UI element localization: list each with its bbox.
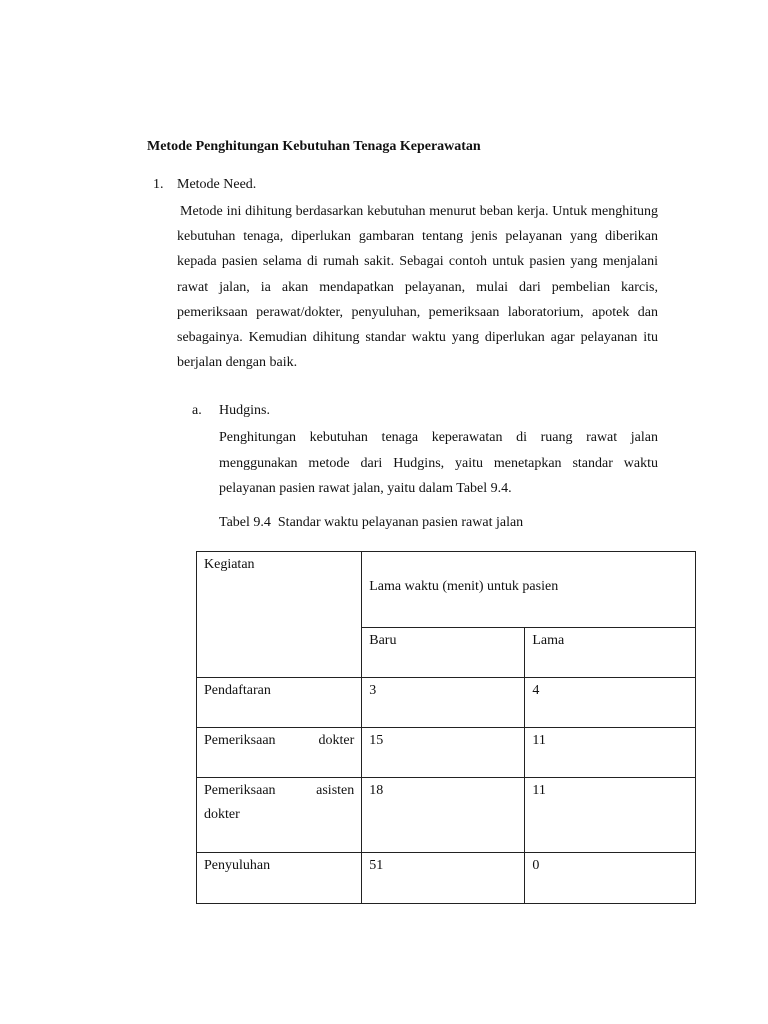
standard-time-table [196,551,696,904]
new-patient-value: 15 [362,728,525,778]
page-heading: Metode Penghitungan Kebutuhan Tenaga Keperawatan [147,139,481,154]
table-row [197,853,696,904]
old-patient-value: 11 [525,778,696,853]
list-item-number: 1. [153,177,164,192]
activity-label-line2: dokter [204,807,240,822]
activity-label-part1: Pemeriksaan [204,733,276,748]
table-row [197,678,696,728]
method-description-paragraph: Metode ini dihitung berdasarkan kebutuhan menurut beban kerja. Untuk menghitung kebutuhan tenaga, diperlukan gambaran tentang jenis pelayanan yang diberikan kepada pasien selama di rumah sakit. Sebagai contoh untuk pasien yang menjalani rawat jalan, ia akan mendapatkan pelayanan, mulai dari pembelian karcis, pemeriksaan perawat/dokter, penyuluhan, pemeriksaan laboratorium, apotek dan sebagainya. Kemudian dihitung standar waktu yang diperlukan agar pelayanan itu berjalan dengan baik. [177,204,658,371]
activity-label-part2: asisten [316,783,355,798]
list-item-title: Metode Need. [177,177,257,192]
activity-label-part1: Pemeriksaan [204,783,276,798]
activity-label: Penyuluhan [204,858,271,873]
table-header-row [197,552,696,628]
header-old-patient: Lama [525,628,696,678]
header-duration: Lama waktu (menit) untuk pasien [362,552,696,628]
old-patient-value: 4 [525,678,696,728]
activity-cell [197,678,362,728]
header-new-patient: Baru [362,628,525,678]
sub-item-letter: a. [192,403,202,418]
new-patient-value: 18 [362,778,525,853]
table-row [197,778,696,853]
activity-label: Pendaftaran [204,683,271,698]
old-patient-value: 0 [525,853,696,904]
new-patient-value: 3 [362,678,525,728]
activity-cell [197,853,362,904]
header-activity: Kegiatan [197,552,362,678]
new-patient-value: 51 [362,853,525,904]
table-row [197,728,696,778]
table-caption: Tabel 9.4 Standar waktu pelayanan pasien rawat jalan [219,515,524,530]
activity-label-part2: dokter [318,733,355,748]
activity-cell [197,728,362,778]
activity-cell [197,778,362,853]
old-patient-value: 11 [525,728,696,778]
sub-item-title: Hudgins. [219,403,270,418]
hudgins-paragraph: Penghitungan kebutuhan tenaga keperawatan di ruang rawat jalan menggunakan metode dari Hudgins, yaitu menetapkan standar waktu pelayanan pasien rawat jalan, yaitu dalam Tabel 9.4. [219,430,658,496]
